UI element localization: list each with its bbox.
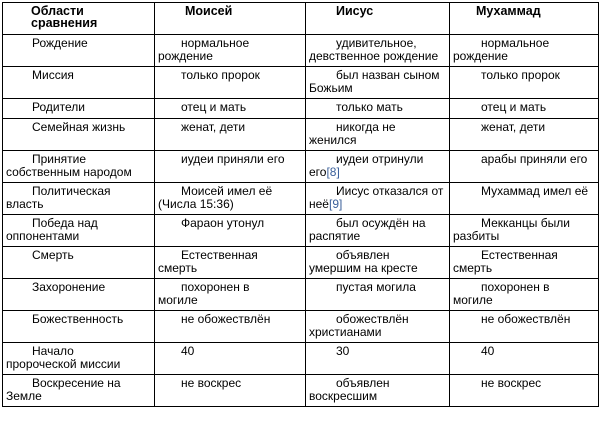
row-aspect: Миссия xyxy=(3,67,155,99)
header-moses: Моисей xyxy=(155,3,306,35)
table-row xyxy=(3,67,599,99)
cell-jesus xyxy=(306,183,450,215)
cell-moses: похоронен в могиле xyxy=(155,279,306,311)
cell-jesus: объявлен воскресшим xyxy=(306,375,450,407)
row-aspect: Семейная жизнь xyxy=(3,119,155,151)
jesus-text: иудеи отринули его xyxy=(309,152,424,179)
cell-jesus: удивительное, девственное рождение xyxy=(306,35,450,67)
cell-muhammad: только пророк xyxy=(450,67,599,99)
cell-moses: Моисей имел её (Числа 15:36) xyxy=(155,183,306,215)
row-aspect: Рождение xyxy=(3,35,155,67)
table-row xyxy=(3,215,599,247)
table-row xyxy=(3,35,599,67)
cell-moses: только пророк xyxy=(155,67,306,99)
table-row xyxy=(3,151,599,183)
cell-moses: отец и мать xyxy=(155,99,306,119)
cell-jesus: пустая могила xyxy=(306,279,450,311)
reference-link[interactable]: [8] xyxy=(326,165,340,179)
row-aspect: Смерть xyxy=(3,247,155,279)
cell-muhammad: отец и мать xyxy=(450,99,599,119)
cell-muhammad: Мекканцы были разбиты xyxy=(450,215,599,247)
cell-muhammad: арабы приняли его xyxy=(450,151,599,183)
table-row xyxy=(3,183,599,215)
header-aspect: Области сравнения xyxy=(3,3,155,35)
cell-muhammad: 40 xyxy=(450,343,599,375)
row-aspect: Начало пророческой миссии xyxy=(3,343,155,375)
table-row xyxy=(3,279,599,311)
comparison-table-wrapper xyxy=(2,2,599,407)
row-aspect: Воскресение на Земле xyxy=(3,375,155,407)
cell-moses: Естественная смерть xyxy=(155,247,306,279)
cell-moses: иудеи приняли его xyxy=(155,151,306,183)
cell-moses: женат, дети xyxy=(155,119,306,151)
table-row xyxy=(3,119,599,151)
cell-jesus: 30 xyxy=(306,343,450,375)
row-aspect: Политическая власть xyxy=(3,183,155,215)
row-aspect: Победа над оппонентами xyxy=(3,215,155,247)
header-row xyxy=(3,3,599,35)
cell-muhammad: не воскрес xyxy=(450,375,599,407)
table-row xyxy=(3,343,599,375)
row-aspect: Захоронение xyxy=(3,279,155,311)
cell-moses: нормальное рождение xyxy=(155,35,306,67)
cell-jesus: никогда не женился xyxy=(306,119,450,151)
table-row xyxy=(3,247,599,279)
cell-muhammad: женат, дети xyxy=(450,119,599,151)
cell-jesus: только мать xyxy=(306,99,450,119)
cell-muhammad: не обожествлён xyxy=(450,311,599,343)
cell-muhammad: нормальное рождение xyxy=(450,35,599,67)
row-aspect: Родители xyxy=(3,99,155,119)
cell-moses: Фараон утонул xyxy=(155,215,306,247)
reference-link[interactable]: [9] xyxy=(328,197,343,211)
jesus-text: Иисус отказался от неё xyxy=(309,184,444,211)
cell-moses: не обожествлён xyxy=(155,311,306,343)
row-aspect: Божественность xyxy=(3,311,155,343)
cell-jesus xyxy=(306,151,450,183)
header-jesus: Иисус xyxy=(306,3,450,35)
cell-jesus: объявлен умершим на кресте xyxy=(306,247,450,279)
header-muhammad: Мухаммад xyxy=(450,3,599,35)
table-row xyxy=(3,99,599,119)
row-aspect: Принятие собственным народом xyxy=(3,151,155,183)
cell-jesus: был назван сыном Божьим xyxy=(306,67,450,99)
table-row xyxy=(3,375,599,407)
cell-jesus: был осуждён на распятие xyxy=(306,215,450,247)
cell-muhammad: Мухаммад имел её xyxy=(450,183,599,215)
comparison-table xyxy=(2,2,599,407)
cell-moses: не воскрес xyxy=(155,375,306,407)
cell-jesus: обожествлён христианами xyxy=(306,311,450,343)
cell-muhammad: похоронен в могиле xyxy=(450,279,599,311)
cell-muhammad: Естественная смерть xyxy=(450,247,599,279)
table-row xyxy=(3,311,599,343)
cell-moses: 40 xyxy=(155,343,306,375)
